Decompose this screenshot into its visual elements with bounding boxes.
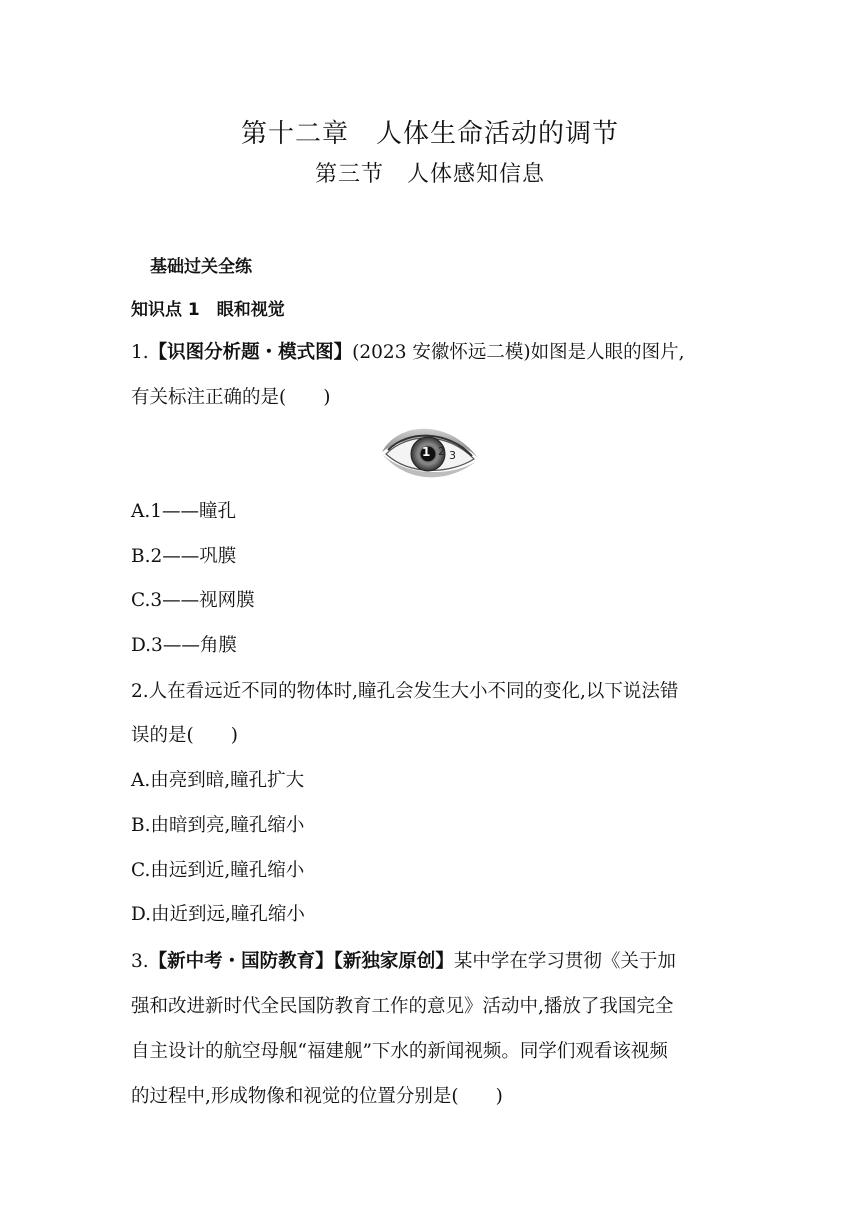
q3-line1 [131,950,676,974]
q3-text: 某中学在学习贯彻《关于加 [453,951,676,972]
q2-option-b: B.由暗到亮,瞳孔缩小 [131,815,305,836]
q3-line2: 强和改进新时代全民国防教育工作的意见》活动中,播放了我国完全 [131,996,674,1017]
knowledge-point-heading: 知识点 1 眼和视觉 [131,300,285,320]
q1-tag: 【识图分析题・模式图】 [148,342,353,363]
q1-option-d: D.3——角膜 [131,635,237,656]
q2-option-a: A.由亮到暗,瞳孔扩大 [131,770,305,791]
q3-tag: 【新中考・国防教育】【新独家原创】 [148,951,454,972]
q1-option-c: C.3——视网膜 [131,590,255,611]
eye-label-1: 1 [422,445,431,459]
q2-option-c: C.由远到近,瞳孔缩小 [131,860,305,881]
eye-label-2: 2 [438,445,445,458]
q3-line3: 自主设计的航空母舰“福建舰”下水的新闻视频。同学们观看该视频 [131,1041,668,1062]
eye-label-3: 3 [449,449,456,462]
q1-line1 [131,341,684,365]
q3-number: 3. [131,951,149,972]
eye-figure [378,418,482,486]
q1-number: 1. [131,342,149,363]
section-label: 基础过关全练 [150,257,252,277]
q2-line2: 误的是( ) [131,725,238,746]
chapter-title: 第十二章 人体生命活动的调节 [240,119,619,149]
q2-line1: 2.人在看远近不同的物体时,瞳孔会发生大小不同的变化,以下说法错 [131,681,679,702]
q1-option-a: A.1——瞳孔 [131,501,237,522]
q1-line2: 有关标注正确的是( ) [131,387,331,408]
q2-option-d: D.由近到远,瞳孔缩小 [131,904,305,925]
q1-text: (2023 安徽怀远二模)如图是人眼的图片, [352,342,685,363]
q3-line4: 的过程中,形成物像和视觉的位置分别是( ) [131,1086,503,1107]
section-title: 第三节 人体感知信息 [314,162,545,187]
q1-option-b: B.2——巩膜 [131,546,237,567]
